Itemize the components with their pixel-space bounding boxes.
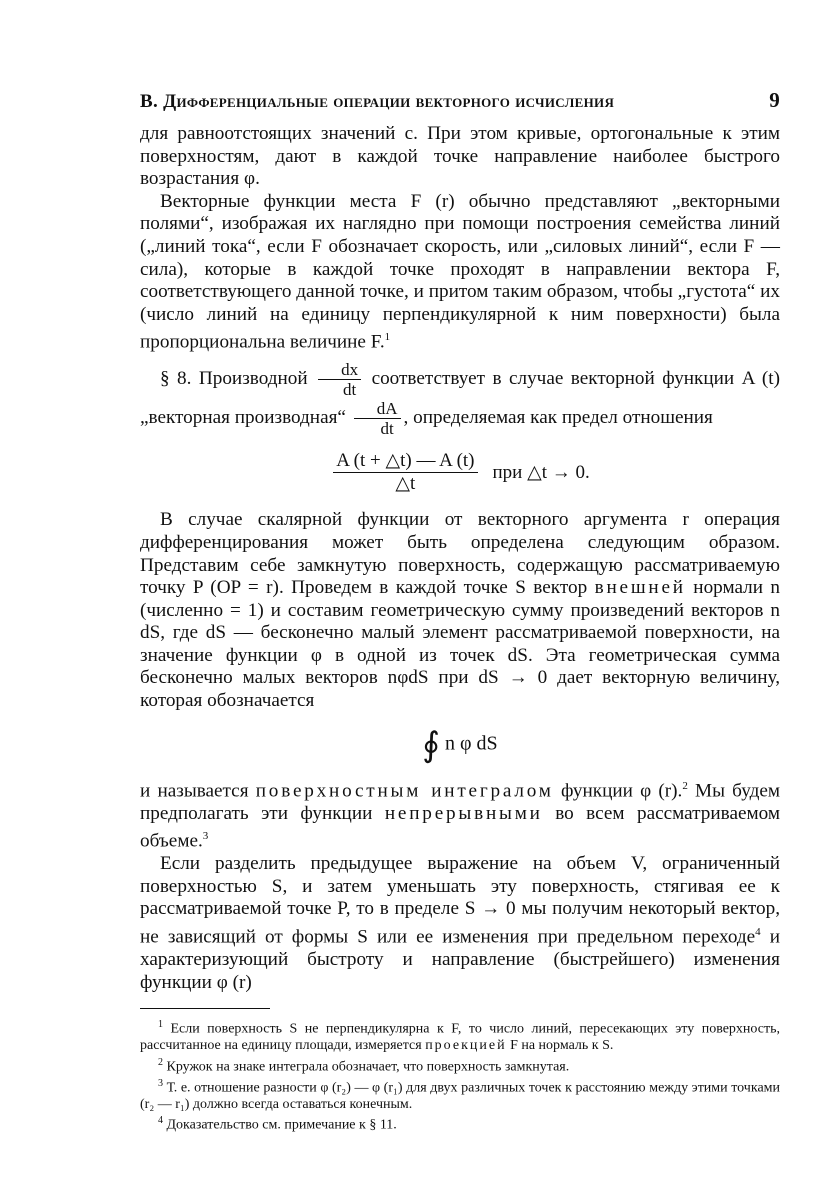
- spaced-word-external: внешней: [594, 577, 686, 599]
- paragraph-5-part-b: и характеризующий быстроту и направление (быстрейшего) изменения функции φ (r): [140, 926, 780, 993]
- footnote-4: [140, 1113, 780, 1134]
- quotient-denominator: △t: [395, 473, 416, 495]
- limit-condition: при △t → 0.: [492, 462, 590, 484]
- footnote-text: Т. е. отношение разности φ (r₂) — φ (r₁) для двух различных точек к расстоянию между этими точками (r₂ — r₁) должно всегда оставаться конечным.: [140, 1080, 781, 1112]
- paragraph-2: [140, 191, 780, 355]
- footnote-2: [140, 1055, 780, 1076]
- derivative-fraction-scalar: [318, 360, 361, 399]
- page: [140, 88, 780, 1134]
- footnote-divider: [140, 1008, 270, 1009]
- spaced-term-continuous: непрерывными: [384, 802, 543, 824]
- footnote-ref-1: 1: [384, 331, 391, 344]
- paragraph-5-part-a: Если разделить предыдущее выражение на объем V, ограниченный поверхностью S, и затем уменьшать эту поверхность, стягивая ее к рассматриваемой точке P, то в пределе S → 0 мы получим некоторый вектор, не зависящий от формы S или ее изменения при предельном переходе: [140, 853, 780, 948]
- paragraph-4: [140, 775, 780, 854]
- section-8-paragraph: [140, 360, 780, 438]
- paragraph-3-part-b: нормали n (численно = 1) и составим геометрическую сумму произведений векторов n dS, где dS — бесконечно малый элемент рассматриваемой поверхности, на значение функции φ в одной из точек dS. Эта геометрическая сумма бесконечно малых векторов nφdS при dS → 0 дает векторную величину, которая обозначается: [140, 577, 781, 712]
- spaced-term-surface-integral: поверхностным интегралом: [255, 780, 554, 802]
- section-8-tail: , определяемая как предел отношения: [403, 407, 713, 429]
- derivative-fraction-vector: [354, 399, 401, 438]
- footnote-mark: 4: [158, 1115, 163, 1127]
- quotient-numerator: A (t + △t) — A (t): [333, 450, 477, 473]
- footnote-mark: 3: [158, 1077, 163, 1089]
- paragraph-5: [140, 853, 780, 994]
- footnote-ref-2: 2: [682, 779, 688, 792]
- footnote-ref-3: 3: [202, 830, 209, 843]
- frac-num: dx: [318, 360, 361, 380]
- footnote-1: [140, 1017, 780, 1054]
- paragraph-4-part-d: во всем рассматриваемом объеме.: [140, 802, 781, 852]
- paragraph-2-text: Векторные функции места F (r) обычно представляют „векторными полями“, изображая их наглядно при помощи построения семейства линий („линий тока“, если F обозначает скорость, или „силовых линий“, если F — сила), которые в каждой точке проходят в направлении вектора F, соответствующего данной точке, и притом таким образом, чтобы „густота“ их (число линий на единицу перпендикулярной к ним поверхности) была пропорциональна величине F.: [140, 190, 780, 353]
- paragraph-3-part-a: В случае скалярной функции от векторного аргумента r операция дифференцирования может быть определена следующим образом. Представим себе замкнутую поверхность, содержащую рассматриваемую точку P (OP = r). Проведем в каждой точке S вектор: [140, 509, 780, 599]
- footnote-mark: 2: [158, 1056, 163, 1068]
- footnote-text: Доказательство см. примечание к § 11.: [166, 1117, 397, 1133]
- footnote-text: Кружок на знаке интеграла обозначает, что поверхность замкнутая.: [166, 1059, 570, 1075]
- page-number: 9: [769, 88, 780, 112]
- contour-integral-icon: ∮: [422, 726, 441, 764]
- integral-expression: n φ dS: [445, 732, 498, 755]
- frac-den: dt: [380, 419, 394, 439]
- difference-quotient: [333, 450, 477, 495]
- paragraph-1: для равноотстоящих значений c. При этом кривые, ортогональные к этим поверхностям, дают в каждой точке направление наиболее быстрого возрастания φ.: [140, 123, 780, 190]
- frac-num: dA: [354, 399, 401, 419]
- paragraph-4-part-b: функции φ (r).: [560, 780, 683, 802]
- footnote-spaced-word: проекцией: [425, 1038, 507, 1054]
- paragraph-4-part-a: и называется: [140, 780, 249, 802]
- footnote-ref-4: 4: [755, 926, 761, 939]
- footnote-3: [140, 1076, 780, 1113]
- footnote-mark: 1: [158, 1019, 163, 1031]
- section-8-mid: соответствует в случае векторной функции A (t) „векторная производная“: [140, 368, 780, 429]
- footnote-text-tail: F на нормаль к S.: [510, 1038, 614, 1054]
- section-8-lead: § 8. Производной: [160, 368, 308, 390]
- footnote-text: Если поверхность S не перпендикулярна к F, то число линий, пересекающих эту поверхность, рассчитанное на единицу площади, измеряется: [140, 1021, 780, 1054]
- section-title: B. Дифференциальные операции векторного исчисления: [140, 91, 615, 112]
- running-header: [140, 88, 780, 113]
- frac-den: dt: [342, 380, 357, 400]
- limit-formula: [140, 450, 780, 495]
- paragraph-3: [140, 509, 780, 712]
- surface-integral-formula: [140, 725, 780, 765]
- paragraph-4-part-c: Мы будем предполагать эти функции: [140, 780, 781, 824]
